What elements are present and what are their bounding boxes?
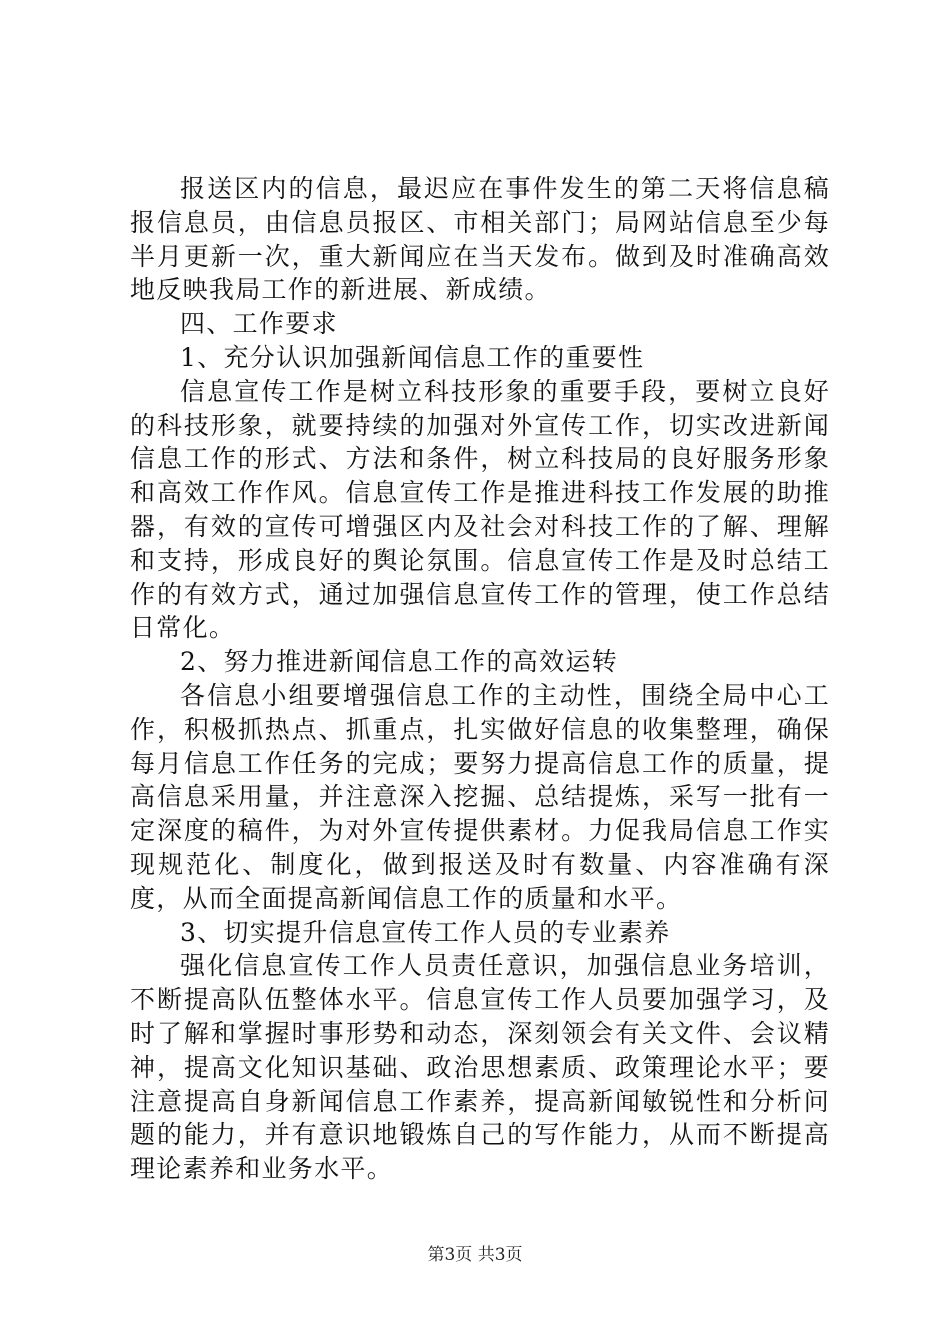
item-body-2: 各信息小组要增强信息工作的主动性，围绕全局中心工作，积极抓热点、抓重点，扎实做好信息的收集整理，确保每月信息工作任务的完成；要努力提高信息工作的质量，提高信息采用量，并注意深入挖掘、总结提炼，采写一批有一定深度的稿件，为对外宣传提供素材。力促我局信息工作实现规范化、制度化，做到报送及时有数量、内容准确有深度，从而全面提高新闻信息工作的质量和水平。: [130, 680, 830, 913]
item-body-3: 强化信息宣传工作人员责任意识，加强信息业务培训，不断提高队伍整体水平。信息宣传工作人员要加强学习，及时了解和掌握时事形势和动态，深刻领会有关文件、会议精神，提高文化知识基础、政治思想素质、政策理论水平；要注意提高自身新闻信息工作素养，提高新闻敏锐性和分析问题的能力，并有意识地锻炼自己的写作能力，从而不断提高理论素养和业务水平。: [130, 951, 830, 1184]
document-body: [130, 172, 830, 1186]
page-footer: [0, 1244, 950, 1266]
paragraph-reporting-timeline: 报送区内的信息，最迟应在事件发生的第二天将信息稿报信息员，由信息员报区、市相关部门；局网站信息至少每半月更新一次，重大新闻应在当天发布。做到及时准确高效地反映我局工作的新进展、新成绩。: [130, 174, 830, 305]
item-heading-2: 2、努力推进新闻信息工作的高效运转: [180, 647, 619, 677]
item-body-1: 信息宣传工作是树立科技形象的重要手段，要树立良好的科技形象，就要持续的加强对外宣传工作，切实改进新闻信息工作的形式、方法和条件，树立科技局的良好服务形象和高效工作作风。信息宣传工作是推进科技工作发展的助推器，有效的宣传可增强区内及社会对科技工作的了解、理解和支持，形成良好的舆论氛围。信息宣传工作是及时总结工作的有效方式，通过加强信息宣传工作的管理，使工作总结日常化。: [130, 376, 830, 643]
section-heading-work-requirements: 四、工作要求: [180, 309, 338, 339]
item-heading-3: 3、切实提升信息宣传工作人员的专业素养: [180, 917, 671, 947]
item-heading-1: 1、充分认识加强新闻信息工作的重要性: [180, 342, 645, 372]
page-number-label: 第3页 共3页: [427, 1245, 523, 1265]
